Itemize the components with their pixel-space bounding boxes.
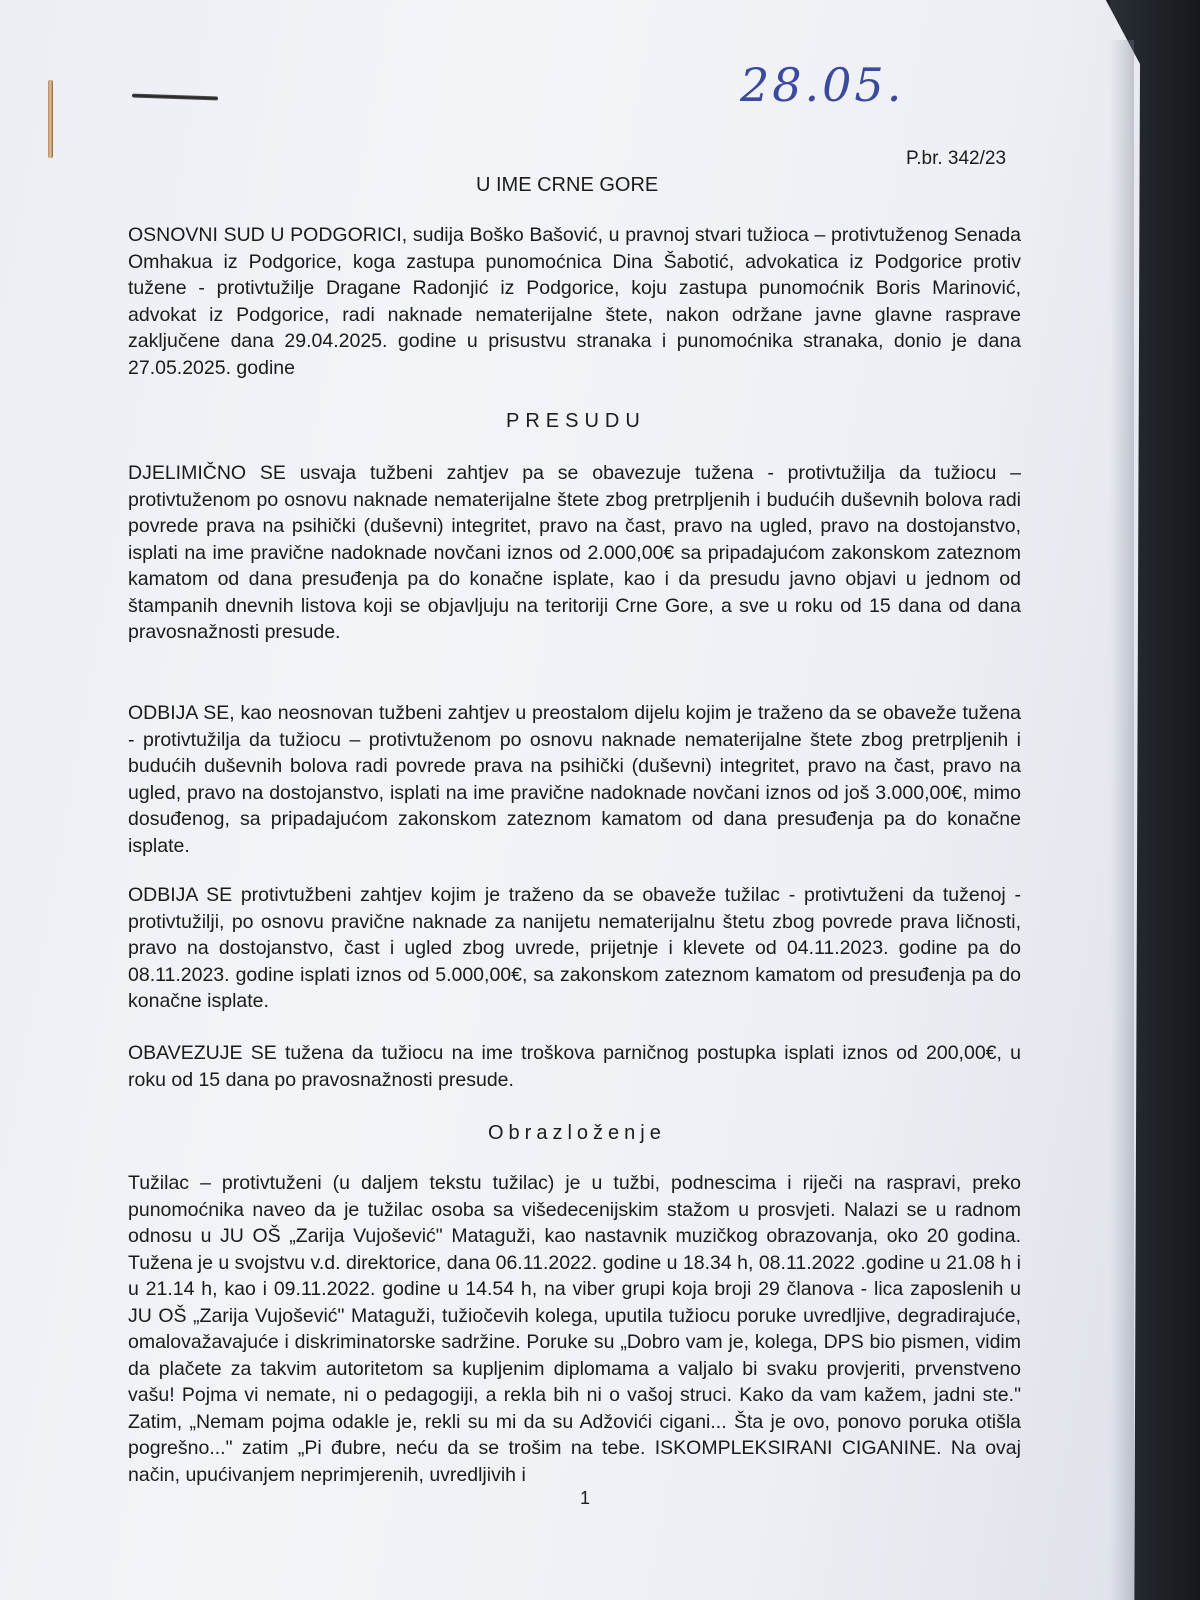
page-number: 1	[580, 1488, 591, 1508]
verdict-paragraph-counterclaim-rejection: ODBIJA SE protivtužbeni zahtjev kojim je traženo da se obaveže tužilac - protivtuženi da tuženoj - protivtužilji, po osnovu pravične naknade za nanijetu nematerijalnu štetu zbog povrede prava ličnosti, pravo na dostojanstvo, čast i ugled zbog uvrede, prijetnje i klevete od 04.11.2023. godine pa do 08.11.2023. godine isplati iznos od 5.000,00€, sa zakonskom zateznom kamatom od presuđenja pa do konačne isplate.	[128, 884, 1021, 1012]
page-edge-shadow	[1110, 40, 1134, 1600]
reasoning-paragraph: Tužilac – protivtuženi (u daljem tekstu tužilac) je u tužbi, podnescima i riječi na raspravi, preko punomoćnika naveo da je tužilac osoba sa višedecenijskim stažom u prosvjeti. Nalazi se u radnom odnosu u JU OŠ „Zarija Vujošević" Mataguži, kao nastavnik muzičkog obrazovanja, oko 20 godina. Tužena je u svojstvu v.d. direktorice, dana 06.11.2022. godine u 18.34 h, 08.11.2022 .godine u 21.08 h i u 21.14 h, kao i 09.11.2022. godine u 14.54 h, na viber grupi koja broji 29 članova - lica zaposlenih u JU OŠ „Zarija Vujošević" Mataguži, tužiočevih kolega, uputila tužiocu poruke uvredljive, degradirajuće, omalovažavajuće i diskriminatorske sadržine. Poruke su „Dobro vam je, kolega, DPS bio pismen, vidim da plačete za takvim autoritetom sa kupljenim diplomama a valjalo bi svaku provjeriti, prvenstveno vašu! Pojma vi nemate, ni o pedagogiji, a rekla bih ni o vašoj struci. Kako da vam kažem, jadni ste." Zatim, „Nemam pojma odakle je, rekli su mi da su Adžovići cigani... Šta je ovo, ponovo poruka otišla pogrešno..." zatim „Pi đubre, neću da se trošim na tebe. ISKOMPLEKSIRANI CIGANINE. Na ovaj način, upućivanjem neprimjerenih, uvredljivih i	[128, 1172, 1021, 1486]
case-number: P.br. 342/23	[906, 148, 1007, 169]
handwritten-date: 28.05.	[740, 58, 905, 112]
verdict-paragraph-partial-grant: DJELIMIČNO SE usvaja tužbeni zahtjev pa se obavezuje tužena - protivtužilja da tužiocu – protivtuženom po osnovu naknade nematerijalne štete zbog pretrpljenih i budućih duševnih bolova radi povrede prava na psihički (duševni) integritet, pravo na čast, pravo na ugled, pravo na dostojanstvo, isplati na ime pravične nadoknade novčani iznos od 2.000,00€ sa pripadajućom zakonskom zateznom kamatom od dana presuđenja pa do konačne isplate, kao i da presudu javno objavi u jednom od štampanih dnevnih listova koji se objavljuju na teritoriji Crne Gore, a sve u roku od 15 dana od dana pravosnažnosti presude.	[128, 462, 1021, 643]
verdict-heading: PRESUDU	[506, 410, 646, 432]
staple-vertical	[48, 80, 53, 158]
reasoning-heading: Obrazloženje	[488, 1122, 666, 1144]
court-title: U IME CRNE GORE	[476, 174, 659, 196]
verdict-paragraph-rejection: ODBIJA SE, kao neosnovan tužbeni zahtjev u preostalom dijelu kojim je traženo da se obaveže tužena - protivtužilja da tužiocu – protivtuženom po osnovu naknade nematerijalne štete zbog pretrpljenih i budućih duševnih bolova radi povrede prava na psihički (duševni) integritet, pravo na čast, pravo na ugled, pravo na dostojanstvo, isplati na ime pravične nadoknade novčani iznos od još 3.000,00€, mimo dosuđenog, sa pripadajućom zakonskom zateznom kamatom od dana presuđenja pa do konačne isplate.	[128, 702, 1021, 857]
verdict-paragraph-costs: OBAVEZUJE SE tužena da tužiocu na ime troškova parničnog postupka isplati iznos od 200,00€, u roku od 15 dana po pravosnažnosti presude.	[128, 1042, 1021, 1091]
intro-paragraph: OSNOVNI SUD U PODGORICI, sudija Boško Bašović, u pravnoj stvari tužioca – protivtuženog Senada Omhakua iz Podgorice, koga zastupa punomoćnica Dina Šabotić, advokatica iz Podgorice protiv tužene - protivtužilje Dragane Radonjić iz Podgorice, koju zastupa punomoćnik Boris Marinović, advokat iz Podgorice, radi naknade nematerijalne štete, nakon održane javne glavne rasprave zaključene dana 29.04.2025. godine u prisustvu stranaka i punomoćnika stranaka, donio je dana 27.05.2025. godine	[128, 224, 1021, 379]
